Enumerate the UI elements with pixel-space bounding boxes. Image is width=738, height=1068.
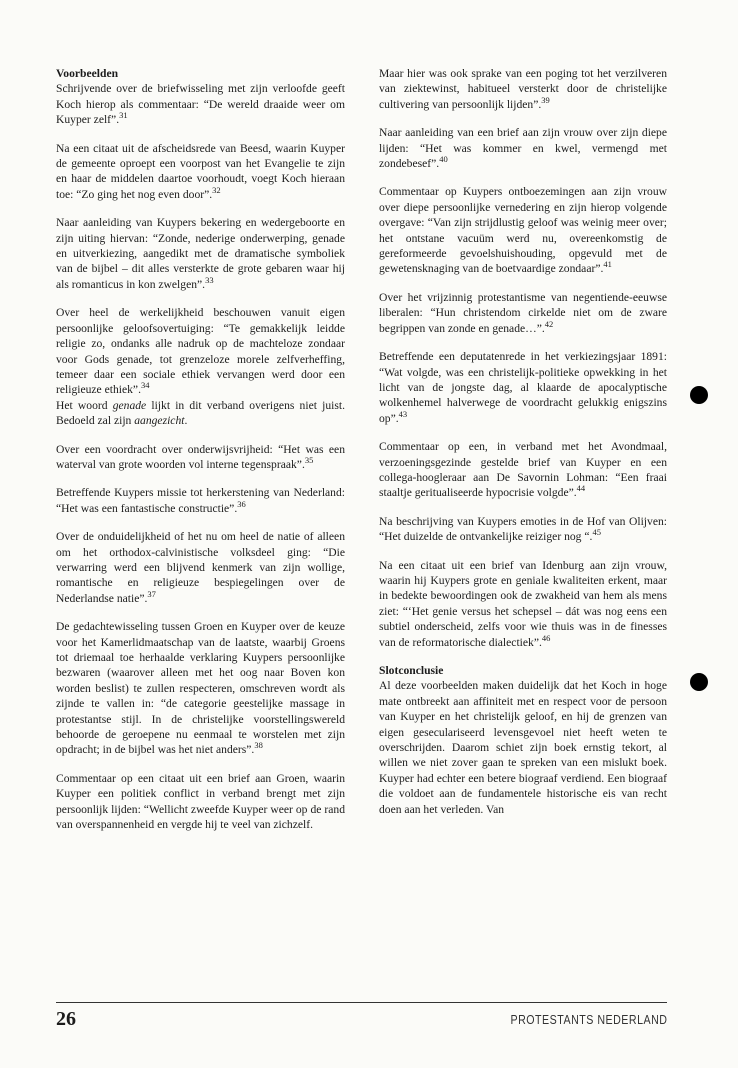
paragraph [379, 66, 667, 112]
paragraph [379, 349, 667, 426]
paragraph [379, 439, 667, 501]
footnote-ref: 43 [398, 408, 408, 419]
paragraph-text: Al deze voorbeelden maken duidelijk dat het Koch in hoge mate ontbreekt aan affiniteit met en respect voor de persoon van Kuyper en het christelijk geloof, en hij de grenzen van eigen geseculariseerd levensgevoel niet heeft weten te overschrijden. Daarom schiet zijn boek ernstig tekort, al willen we niet zover gaan te spreken van een mislukt boek. Kuyper had echter een betere biograaf verdiend. Een biograaf die voldoet aan de fundamentele historische eis van recht doen aan het verleden. Van [379, 679, 667, 816]
paragraph-text: Over heel de werkelijkheid beschouwen vanuit eigen persoonlijke geloofsovertuiging: “Te gemakkelijk leidde religie zo, ondanks alle nadruk op de machteloze zondaar voor Gods genade, tot grenzeloze morele zelfverheffing, temeer daar een sociale ethiek vervangen werd door een religieuze ethiek”. [56, 306, 345, 397]
footnote-ref: 40 [439, 154, 448, 165]
paragraph [379, 184, 667, 276]
left-column [56, 66, 345, 845]
paragraph-text: Na een citaat uit de afscheidsrede van Beesd, waarin Kuyper de gemeente oproept een voorpost van het Evangelie te zijn en haar de middelen daartoe voorhoudt, voegt Koch hieraan toe: “Zo ging het nog even door”. [56, 141, 345, 201]
paragraph-text: Commentaar op een citaat uit een brief aan Groen, waarin Kuyper een politiek conflict in verband brengt met zijn persoonlijk lijden: “Wellicht zweefde Kuyper weer op de rand van overspannenheid en vergde hij te veel van zichzelf. [56, 771, 345, 832]
aside-emphasis: aangezicht [134, 414, 185, 428]
paragraph [379, 558, 667, 650]
journal-name: PROTESTANTS NEDERLAND [509, 1012, 667, 1027]
paragraph-text: Over een voordracht over onderwijsvrijheid: “Het was een waterval van grote woorden vol interne tegenspraak”. [56, 442, 345, 471]
footnote-ref: 34 [140, 380, 150, 391]
footnote-ref: 35 [304, 455, 314, 466]
footnote-ref: 42 [544, 318, 554, 329]
page-number: 26 [56, 1008, 76, 1030]
paragraph-text: Naar aanleiding van een brief aan zijn vrouw over zijn diepe lijden: “Het was kommer en kwel, vermengd met zondebesef”. [379, 126, 667, 171]
right-column [379, 66, 667, 830]
footnote-ref: 41 [603, 259, 612, 270]
paragraph [379, 514, 667, 545]
footnote-ref: 45 [592, 527, 601, 538]
footnote-ref: 36 [237, 498, 246, 509]
footnote-ref: 39 [541, 94, 550, 105]
paragraph [379, 125, 667, 171]
paragraph [56, 66, 345, 128]
paragraph [56, 141, 345, 203]
paragraph [56, 442, 345, 473]
margin-dot-marker [690, 386, 708, 404]
paragraph [56, 305, 345, 428]
aside-note [56, 398, 345, 429]
footnote-ref: 37 [147, 588, 156, 599]
margin-dot-marker [690, 673, 708, 691]
paragraph [56, 771, 345, 833]
footnote-ref: 38 [254, 740, 263, 751]
paragraph-text: Over het vrijzinnig protestantisme van negentiende-eeuwse liberalen: “Hun christendom cirkelde niet om de zware begrippen van zonde en genade…”. [379, 290, 667, 335]
paragraph-text: Maar hier was ook sprake van een poging tot het verzilveren van ziektewinst, habitueel versterkt door de christelijke cultivering van persoonlijk lijden”. [379, 67, 667, 111]
paragraph-text: De gedachtewisseling tussen Groen en Kuyper over de keuze voor het Kamerlidmaatschap van de laatste, waarbij Groens tot driemaal toe herhaalde verklaring Kuypers persoonlijke bezwaren (waarover alleen met het oog naar Boven kon worden beslist) te zullen respecteren, omschreven wordt als zijnde te vallen in: “de categorie geestelijke massage in protestantse stijl. In de christelijke voorstellingswereld behoorde de geroepene nu eenmaal te worstelen met zijn opdracht; in de bijbel was het niet anders”. [56, 620, 345, 757]
paragraph-text: Betreffende een deputatenrede in het verkiezingsjaar 1891: “Wat volgde, was een christelijk-politieke opwekking in het licht van de jongste dag, al klaarde de apocalyptische wolkenhemel halverwege de voordracht gelukkig enigszins op”. [379, 350, 667, 425]
section-heading: Slotconclusie [379, 664, 444, 677]
aside-text: . [184, 414, 188, 428]
paragraph [379, 290, 667, 336]
footnote-ref: 33 [205, 275, 214, 286]
paragraph-text: Over de onduidelijkheid of het nu om heel de natie of alleen om het orthodox-calvinistische volksdeel ging: “Die verwarring werd een blijvend kenmerk van zijn wollige, romantische en religieuze bespiegelingen over de Nederlandse natie”. [56, 530, 345, 605]
paragraph-text: Commentaar op een, in verband met het Avondmaal, verzoeningsgezinde gestelde brief van Kuyper en een collega-hoogleraar aan De Savornin Lohman: “Een fraai staaltje geritualiseerde hypocrisie volgde”. [379, 440, 667, 500]
section-heading: Voorbeelden [56, 67, 119, 80]
paragraph [56, 215, 345, 292]
paragraph [56, 485, 345, 516]
paragraph [56, 529, 345, 606]
aside-text: Het woord [56, 398, 113, 412]
paragraph [56, 619, 345, 758]
paragraph-text: Naar aanleiding van Kuypers bekering en wedergeboorte en zijn uiting hiervan: “Zonde, nederige onderwerping, genade en uitverkiezing, aangedikt met de dramatische symboliek van de bijbel – dit alles versterkte de grote gebaren waar hij als romanticus in kon zwelgen”. [56, 216, 345, 291]
paragraph-text: Betreffende Kuypers missie tot herkerstening van Nederland: “Het was een fantastische constructie”. [56, 486, 345, 515]
paragraph [379, 663, 667, 817]
aside-text: lijkt in dit verband overigens niet juist. Bedoeld zal zijn [56, 398, 345, 428]
paragraph-text: Schrijvende over de briefwisseling met zijn verloofde geeft Koch hierop als commentaar: “De wereld draaide weer om Kuyper zelf”. [56, 82, 345, 127]
footnote-ref: 32 [212, 184, 221, 195]
aside-emphasis: genade [112, 398, 147, 412]
footer-rule [56, 1002, 667, 1003]
paragraph-text: Na beschrijving van Kuypers emoties in de Hof van Olijven: “Het duizelde de ontvankelijke reiziger nog “. [379, 514, 667, 544]
paragraph-text: Commentaar op Kuypers ontboezemingen aan zijn vrouw over diepe persoonlijke vernedering en zijn hierop volgende overgave: “Van zijn strijdlustig geloof was weinig meer over; het ontstane vacuüm werd nu, overeenkomstig de gereformeerde gevoelshuishouding, opgevuld met de gewetensknaging van de boetvaardige zondaar”. [379, 185, 667, 276]
paragraph-text: Na een citaat uit een brief van Idenburg aan zijn vrouw, waarin hij Kuypers grote en geniale kwaliteiten erkent, maar in bedekte bewoordingen ook de zwakheid van hem als mens ziet: “‘Het genie versus het schepsel – dát was nog eens een subtiel onderscheid, zelfs voor wie thuis was in de finesses van de reformatorische dialectiek”. [379, 558, 667, 649]
footnote-ref: 44 [576, 483, 586, 494]
footnote-ref: 31 [119, 110, 128, 121]
footnote-ref: 46 [541, 632, 551, 643]
